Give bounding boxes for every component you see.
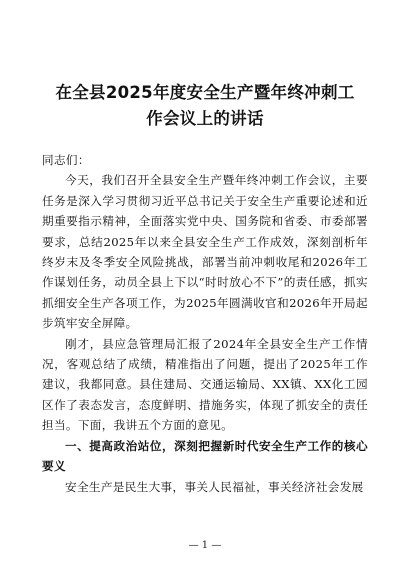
document-body <box>42 150 368 497</box>
paragraph-3: 安全生产是民生大事，事关人民福祉，事关经济社会发展 <box>65 479 364 494</box>
paragraph-2: 刚才，县应急管理局汇报了2024年全县安全生产工作情况，客观总结了成绩，精准指出了问题，提出了2025年工作建议，我都同意。县住建局、交通运输局、XX镇、XX化工园区作了表态发言，态度鲜明、措施务实，体现了抓安全的责任担当。下面，我讲五个方面的意见。 <box>42 336 368 433</box>
salutation: 同志们： <box>42 153 90 167</box>
page-number: — 1 — <box>188 540 222 551</box>
document-title <box>40 80 370 132</box>
title-line-2: 作会议上的讲话 <box>146 109 264 128</box>
title-line-1: 在全县2025年度安全生产暨年终冲刺工 <box>55 83 355 102</box>
paragraph-1: 今天，我们召开全县安全生产暨年终冲刺工作会议，主要任务是深入学习贯彻习近平总书记关于安全生产重要论述和近期重要指示精神，全面落实党中央、国务院和省委、市委部署要求，总结2025年以来全县安全生产工作成效，深刻剖析年终岁末及冬季安全风险挑战，部署当前冲刺收尾和2026年工作谋划任务，动员全县上下以“时时放心不下”的责任感，抓实抓细安全生产各项工作，为2025年圆满收官和2026年开局起步筑牢安全屏障。 <box>42 173 368 331</box>
section-heading-1: 一、提高政治站位，深刻把握新时代安全生产工作的核心要义 <box>42 438 368 474</box>
